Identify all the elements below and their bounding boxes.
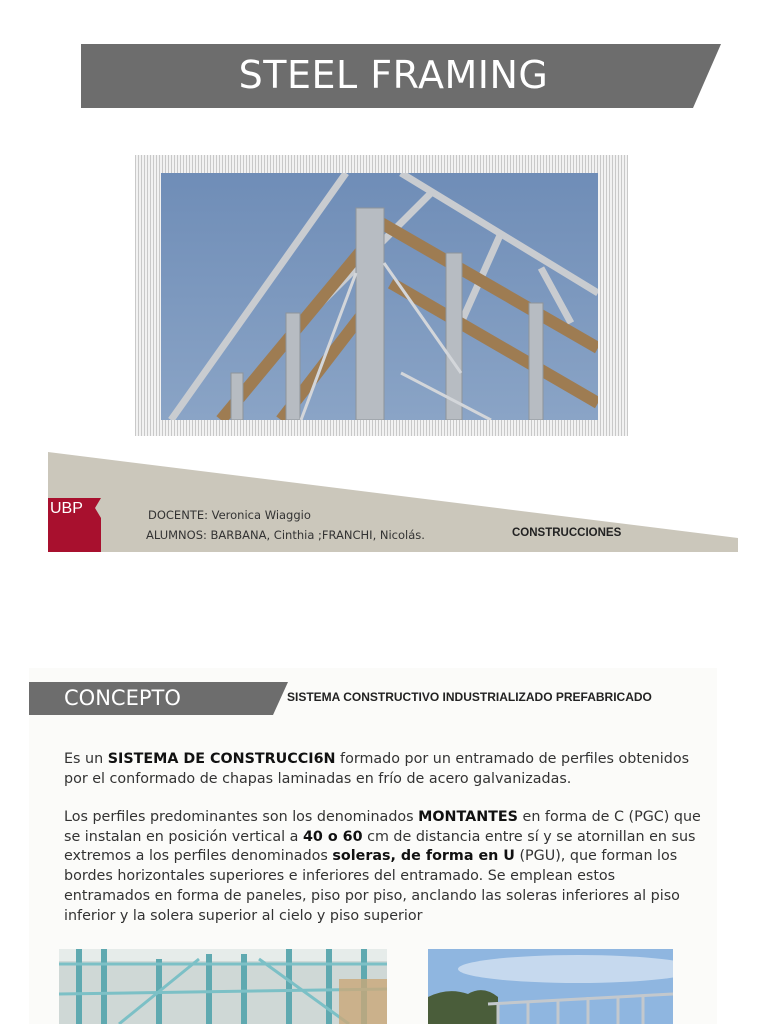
bold-span: 40 o 60	[302, 828, 363, 845]
framing-interior-photo	[59, 949, 387, 1024]
docente-label: DOCENTE: Veronica Wiaggio	[148, 508, 311, 522]
concepto-paragraph-2	[64, 808, 704, 926]
concepto-paragraph-1	[64, 750, 704, 789]
ubp-logo-text: UBP	[50, 500, 83, 517]
bold-span: SISTEMA DE CONSTRUCCI6N	[107, 751, 336, 767]
text-span: Es un	[64, 751, 108, 767]
bold-span: MONTANTES	[418, 809, 518, 825]
framing-exterior-photo	[428, 949, 673, 1024]
course-name: CONSTRUCCIONES	[512, 527, 622, 539]
concepto-subtitle: SISTEMA CONSTRUCTIVO INDUSTRIALIZADO PREFABRICADO	[287, 690, 652, 704]
concepto-heading: CONCEPTO	[64, 686, 181, 710]
bold-span: soleras, de forma en U	[332, 848, 515, 865]
page-title: STEEL FRAMING	[238, 53, 549, 97]
alumnos-label: ALUMNOS: BARBANA, Cinthia ;FRANCHI, Nicolás.	[146, 528, 425, 542]
steel-frame-photo	[161, 173, 598, 420]
text-span: (PGU), que forman los bordes horizontales superiores e inferiores del entramado. Se emplean estos entramados en forma de paneles, piso por piso, anclando las soleras inferiores al piso inferior y la solera superior al cielo y piso superior	[64, 848, 680, 924]
text-span: Los perfiles predominantes son los denominados	[64, 809, 419, 825]
text-span: cm de distancia entre sí y se atornillan en sus extremos a los perfiles denominados	[64, 828, 696, 865]
text-span: en forma de C (PGC) que se instalan en posición vertical a	[64, 809, 701, 845]
text-span: formado por un entramado de perfiles obtenidos por el conformado de chapas laminadas en frío de acero galvanizadas.	[64, 751, 690, 787]
